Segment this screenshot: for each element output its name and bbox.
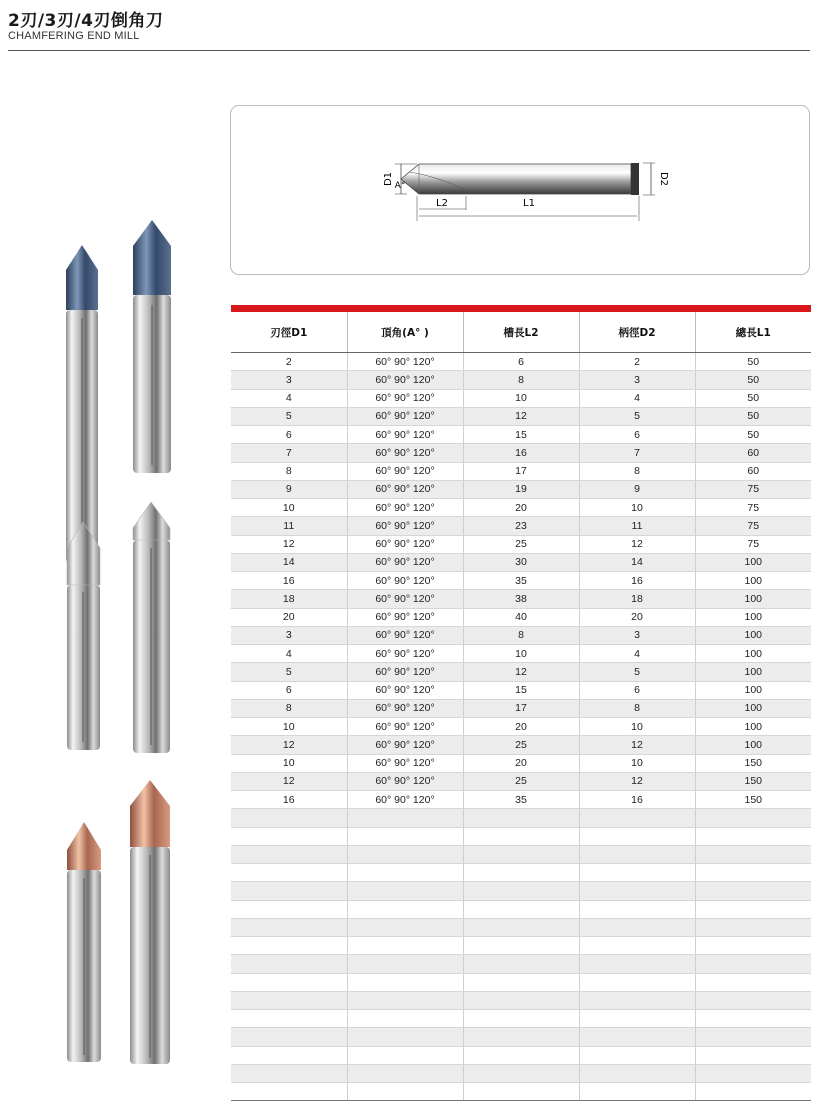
cell-d2: 2: [579, 353, 695, 371]
table-row: [231, 608, 811, 626]
cell-d1: 16: [231, 572, 347, 590]
header-divider: [8, 50, 810, 51]
cell-l1: 100: [695, 663, 811, 681]
cell-angle: [347, 937, 463, 955]
cell-l2: 6: [463, 353, 579, 371]
cell-l1: [695, 864, 811, 882]
cell-d2: 16: [579, 791, 695, 809]
cell-d2: 10: [579, 754, 695, 772]
cell-d2: 10: [579, 499, 695, 517]
cell-d2: [579, 1028, 695, 1046]
cell-angle: [347, 973, 463, 991]
cell-l1: [695, 1046, 811, 1064]
cell-d2: [579, 991, 695, 1009]
table-row: [231, 1028, 811, 1046]
cell-d2: [579, 1064, 695, 1082]
table-row: [231, 663, 811, 681]
cell-d2: [579, 864, 695, 882]
cell-angle: 60° 90° 120°: [347, 426, 463, 444]
l1-label: L1: [523, 198, 535, 209]
header-l1: 總長L1: [695, 312, 811, 353]
cell-angle: 60° 90° 120°: [347, 663, 463, 681]
cell-angle: 60° 90° 120°: [347, 681, 463, 699]
table-row: [231, 535, 811, 553]
cell-l2: [463, 973, 579, 991]
table-row: [231, 864, 811, 882]
cell-angle: 60° 90° 120°: [347, 645, 463, 663]
cell-l2: 15: [463, 681, 579, 699]
cell-l2: [463, 882, 579, 900]
cell-d2: [579, 809, 695, 827]
cell-angle: [347, 1083, 463, 1101]
page-title: 2刃/3刃/4刃倒角刀: [8, 11, 164, 31]
cell-d1: 2: [231, 353, 347, 371]
table-row: [231, 791, 811, 809]
cell-d1: 10: [231, 718, 347, 736]
cell-d2: [579, 973, 695, 991]
table-row: [231, 407, 811, 425]
cell-d2: 10: [579, 718, 695, 736]
cell-d1: 12: [231, 772, 347, 790]
cell-d1: [231, 1046, 347, 1064]
cell-d1: [231, 1083, 347, 1101]
cell-l1: 60: [695, 444, 811, 462]
cell-d1: 11: [231, 517, 347, 535]
cell-l2: 12: [463, 407, 579, 425]
cell-d1: 10: [231, 754, 347, 772]
cell-angle: 60° 90° 120°: [347, 480, 463, 498]
table-row: [231, 590, 811, 608]
table-row: [231, 681, 811, 699]
cell-d1: [231, 973, 347, 991]
table-row: [231, 1083, 811, 1101]
uncoated-tool-large: [133, 502, 170, 753]
cell-l2: 40: [463, 608, 579, 626]
cell-l2: [463, 809, 579, 827]
cell-d2: 18: [579, 590, 695, 608]
cell-angle: [347, 827, 463, 845]
cell-l2: [463, 900, 579, 918]
cell-l1: 100: [695, 553, 811, 571]
cell-l1: 100: [695, 718, 811, 736]
cell-d1: [231, 1028, 347, 1046]
cell-l1: 50: [695, 371, 811, 389]
cell-l1: [695, 827, 811, 845]
table-row: [231, 882, 811, 900]
cell-l2: [463, 1046, 579, 1064]
cell-l1: [695, 991, 811, 1009]
cell-d1: [231, 882, 347, 900]
dimension-diagram: [230, 105, 810, 275]
cell-d2: [579, 1046, 695, 1064]
cell-l2: 35: [463, 791, 579, 809]
table-row: [231, 991, 811, 1009]
table-row: [231, 845, 811, 863]
cell-l1: 75: [695, 499, 811, 517]
cell-d1: 10: [231, 499, 347, 517]
cell-l2: 25: [463, 736, 579, 754]
cell-d2: [579, 955, 695, 973]
product-images: [55, 210, 215, 1080]
header-d1: 刃徑D1: [231, 312, 347, 353]
cell-d1: [231, 937, 347, 955]
cell-l2: [463, 1064, 579, 1082]
cell-d1: 8: [231, 699, 347, 717]
cell-d1: 20: [231, 608, 347, 626]
cell-l1: 100: [695, 645, 811, 663]
cell-angle: 60° 90° 120°: [347, 608, 463, 626]
cell-angle: 60° 90° 120°: [347, 772, 463, 790]
table-row: [231, 444, 811, 462]
cell-d1: 3: [231, 371, 347, 389]
cell-d2: [579, 937, 695, 955]
cell-d2: 4: [579, 645, 695, 663]
cell-d1: 7: [231, 444, 347, 462]
cell-l1: 75: [695, 535, 811, 553]
cell-l2: [463, 1028, 579, 1046]
cell-l1: 50: [695, 389, 811, 407]
cell-angle: 60° 90° 120°: [347, 754, 463, 772]
cell-l2: 38: [463, 590, 579, 608]
cell-d1: 18: [231, 590, 347, 608]
cell-angle: 60° 90° 120°: [347, 371, 463, 389]
table-body: [231, 353, 811, 1101]
cell-angle: 60° 90° 120°: [347, 736, 463, 754]
cell-d1: [231, 918, 347, 936]
cell-d1: [231, 1010, 347, 1028]
d2-label: D2: [658, 171, 669, 187]
table-row: [231, 900, 811, 918]
cell-d2: [579, 882, 695, 900]
cell-angle: 60° 90° 120°: [347, 553, 463, 571]
table-row: [231, 645, 811, 663]
cell-l2: 30: [463, 553, 579, 571]
cell-d2: 8: [579, 699, 695, 717]
cell-d2: [579, 1010, 695, 1028]
cell-angle: 60° 90° 120°: [347, 499, 463, 517]
cell-l2: [463, 1010, 579, 1028]
cell-l2: 16: [463, 444, 579, 462]
cell-l2: 17: [463, 462, 579, 480]
table-row: [231, 389, 811, 407]
header-d2: 柄徑D2: [579, 312, 695, 353]
cell-angle: [347, 1028, 463, 1046]
cell-l2: [463, 955, 579, 973]
cell-l2: [463, 937, 579, 955]
cell-d2: 5: [579, 663, 695, 681]
cell-d2: 14: [579, 553, 695, 571]
cell-angle: [347, 900, 463, 918]
cell-d2: 3: [579, 626, 695, 644]
table-row: [231, 718, 811, 736]
cell-d1: [231, 955, 347, 973]
table-row: [231, 809, 811, 827]
table-row: [231, 918, 811, 936]
cell-d1: [231, 827, 347, 845]
cell-l2: 20: [463, 754, 579, 772]
cell-d1: [231, 845, 347, 863]
cell-d1: 6: [231, 426, 347, 444]
table-row: [231, 462, 811, 480]
cell-angle: 60° 90° 120°: [347, 389, 463, 407]
cell-l1: [695, 1028, 811, 1046]
cell-d2: 3: [579, 371, 695, 389]
table-row: [231, 772, 811, 790]
table-row: [231, 353, 811, 371]
table-row: [231, 426, 811, 444]
cell-l1: [695, 918, 811, 936]
cell-l1: 60: [695, 462, 811, 480]
cell-l2: 25: [463, 772, 579, 790]
cell-d2: 4: [579, 389, 695, 407]
cell-angle: [347, 809, 463, 827]
cell-l1: [695, 937, 811, 955]
table-row: [231, 973, 811, 991]
table-row: [231, 371, 811, 389]
cell-l1: 50: [695, 426, 811, 444]
cell-d2: 8: [579, 462, 695, 480]
bronze-coated-tool-large: [130, 780, 170, 1064]
cell-l2: 25: [463, 535, 579, 553]
table-row: [231, 827, 811, 845]
table-header-row: [231, 312, 811, 353]
cell-angle: [347, 991, 463, 1009]
cell-d1: [231, 1064, 347, 1082]
cell-l1: 100: [695, 572, 811, 590]
cell-d1: [231, 900, 347, 918]
cell-d2: 12: [579, 772, 695, 790]
cell-angle: 60° 90° 120°: [347, 699, 463, 717]
cell-d2: 20: [579, 608, 695, 626]
cell-l1: [695, 1083, 811, 1101]
cell-l2: 20: [463, 499, 579, 517]
cell-angle: [347, 918, 463, 936]
cell-d2: 16: [579, 572, 695, 590]
cell-d1: 4: [231, 389, 347, 407]
cell-l2: 12: [463, 663, 579, 681]
cell-angle: [347, 864, 463, 882]
cell-l2: 20: [463, 718, 579, 736]
cell-l2: 17: [463, 699, 579, 717]
cell-angle: 60° 90° 120°: [347, 353, 463, 371]
cell-l1: 100: [695, 608, 811, 626]
cell-l2: [463, 845, 579, 863]
cell-l1: 50: [695, 353, 811, 371]
cell-d1: 3: [231, 626, 347, 644]
cell-l2: 10: [463, 645, 579, 663]
d1-label: D1: [383, 171, 394, 187]
cell-l1: 50: [695, 407, 811, 425]
angle-label: A°: [394, 181, 406, 191]
table-row: [231, 937, 811, 955]
cell-d1: [231, 809, 347, 827]
cell-d2: 5: [579, 407, 695, 425]
cell-l2: 15: [463, 426, 579, 444]
cell-d2: 6: [579, 681, 695, 699]
table-row: [231, 499, 811, 517]
cell-d1: 5: [231, 407, 347, 425]
cell-l2: [463, 827, 579, 845]
l2-label: L2: [436, 198, 448, 209]
cell-l1: [695, 1010, 811, 1028]
table-row: [231, 517, 811, 535]
cell-angle: 60° 90° 120°: [347, 462, 463, 480]
cell-l1: 150: [695, 754, 811, 772]
cell-d2: 12: [579, 736, 695, 754]
cell-d1: [231, 864, 347, 882]
cell-l2: [463, 991, 579, 1009]
cell-angle: 60° 90° 120°: [347, 718, 463, 736]
cell-d2: [579, 845, 695, 863]
cell-angle: 60° 90° 120°: [347, 535, 463, 553]
table-row: [231, 480, 811, 498]
cell-l1: 100: [695, 699, 811, 717]
cell-d1: 9: [231, 480, 347, 498]
cell-angle: 60° 90° 120°: [347, 407, 463, 425]
cell-l2: 19: [463, 480, 579, 498]
cell-angle: [347, 882, 463, 900]
table-row: [231, 1046, 811, 1064]
cell-l1: 150: [695, 791, 811, 809]
table-row: [231, 553, 811, 571]
table-row: [231, 626, 811, 644]
cell-angle: 60° 90° 120°: [347, 572, 463, 590]
cell-l1: 150: [695, 772, 811, 790]
cell-angle: [347, 1046, 463, 1064]
cell-d2: [579, 827, 695, 845]
table-row: [231, 736, 811, 754]
cell-angle: 60° 90° 120°: [347, 626, 463, 644]
cell-l1: [695, 1064, 811, 1082]
cell-d2: [579, 900, 695, 918]
cell-l1: [695, 973, 811, 991]
tool-body: [401, 164, 631, 194]
table-row: [231, 699, 811, 717]
cell-l1: [695, 809, 811, 827]
cell-l1: [695, 955, 811, 973]
cell-d1: 5: [231, 663, 347, 681]
cell-l1: [695, 900, 811, 918]
cell-angle: 60° 90° 120°: [347, 590, 463, 608]
cell-l2: [463, 918, 579, 936]
cell-l1: [695, 882, 811, 900]
cell-l1: 75: [695, 517, 811, 535]
cell-l1: 100: [695, 626, 811, 644]
cell-d1: 8: [231, 462, 347, 480]
cell-l2: 35: [463, 572, 579, 590]
cell-d1: 14: [231, 553, 347, 571]
cell-d2: 12: [579, 535, 695, 553]
blue-coated-tool-large: [133, 220, 171, 473]
cell-angle: [347, 955, 463, 973]
cell-d2: 9: [579, 480, 695, 498]
bronze-coated-tool-small: [67, 822, 101, 1062]
cell-l1: 100: [695, 590, 811, 608]
table-row: [231, 1064, 811, 1082]
table-row: [231, 1010, 811, 1028]
cell-angle: 60° 90° 120°: [347, 791, 463, 809]
header-l2: 槽長L2: [463, 312, 579, 353]
table-row: [231, 955, 811, 973]
cell-l1: 75: [695, 480, 811, 498]
cell-l2: [463, 1083, 579, 1101]
cell-l1: [695, 845, 811, 863]
cell-d2: [579, 918, 695, 936]
chamfer-mill-drawing: [231, 106, 811, 276]
header-angle: 頂角(A° ): [347, 312, 463, 353]
cell-angle: [347, 1064, 463, 1082]
cell-l2: 10: [463, 389, 579, 407]
cell-angle: 60° 90° 120°: [347, 517, 463, 535]
cell-d1: 6: [231, 681, 347, 699]
cell-angle: 60° 90° 120°: [347, 444, 463, 462]
cell-l1: 100: [695, 736, 811, 754]
cell-d1: 4: [231, 645, 347, 663]
cell-angle: [347, 1010, 463, 1028]
page-subtitle: CHAMFERING END MILL: [8, 30, 140, 42]
cell-l2: 8: [463, 371, 579, 389]
cell-l2: 23: [463, 517, 579, 535]
cell-d2: 7: [579, 444, 695, 462]
uncoated-tool-small: [67, 522, 100, 750]
cell-d2: 6: [579, 426, 695, 444]
cell-d2: [579, 1083, 695, 1101]
cell-d1: 12: [231, 736, 347, 754]
table-accent-bar: [231, 305, 811, 312]
cell-l2: 8: [463, 626, 579, 644]
cell-angle: [347, 845, 463, 863]
cell-d2: 11: [579, 517, 695, 535]
cell-l2: [463, 864, 579, 882]
blue-coated-tool-small: [66, 245, 98, 563]
cell-d1: 16: [231, 791, 347, 809]
cell-d1: 12: [231, 535, 347, 553]
table-row: [231, 754, 811, 772]
spec-table: [231, 305, 811, 1101]
cell-l1: 100: [695, 681, 811, 699]
cell-d1: [231, 991, 347, 1009]
table-row: [231, 572, 811, 590]
